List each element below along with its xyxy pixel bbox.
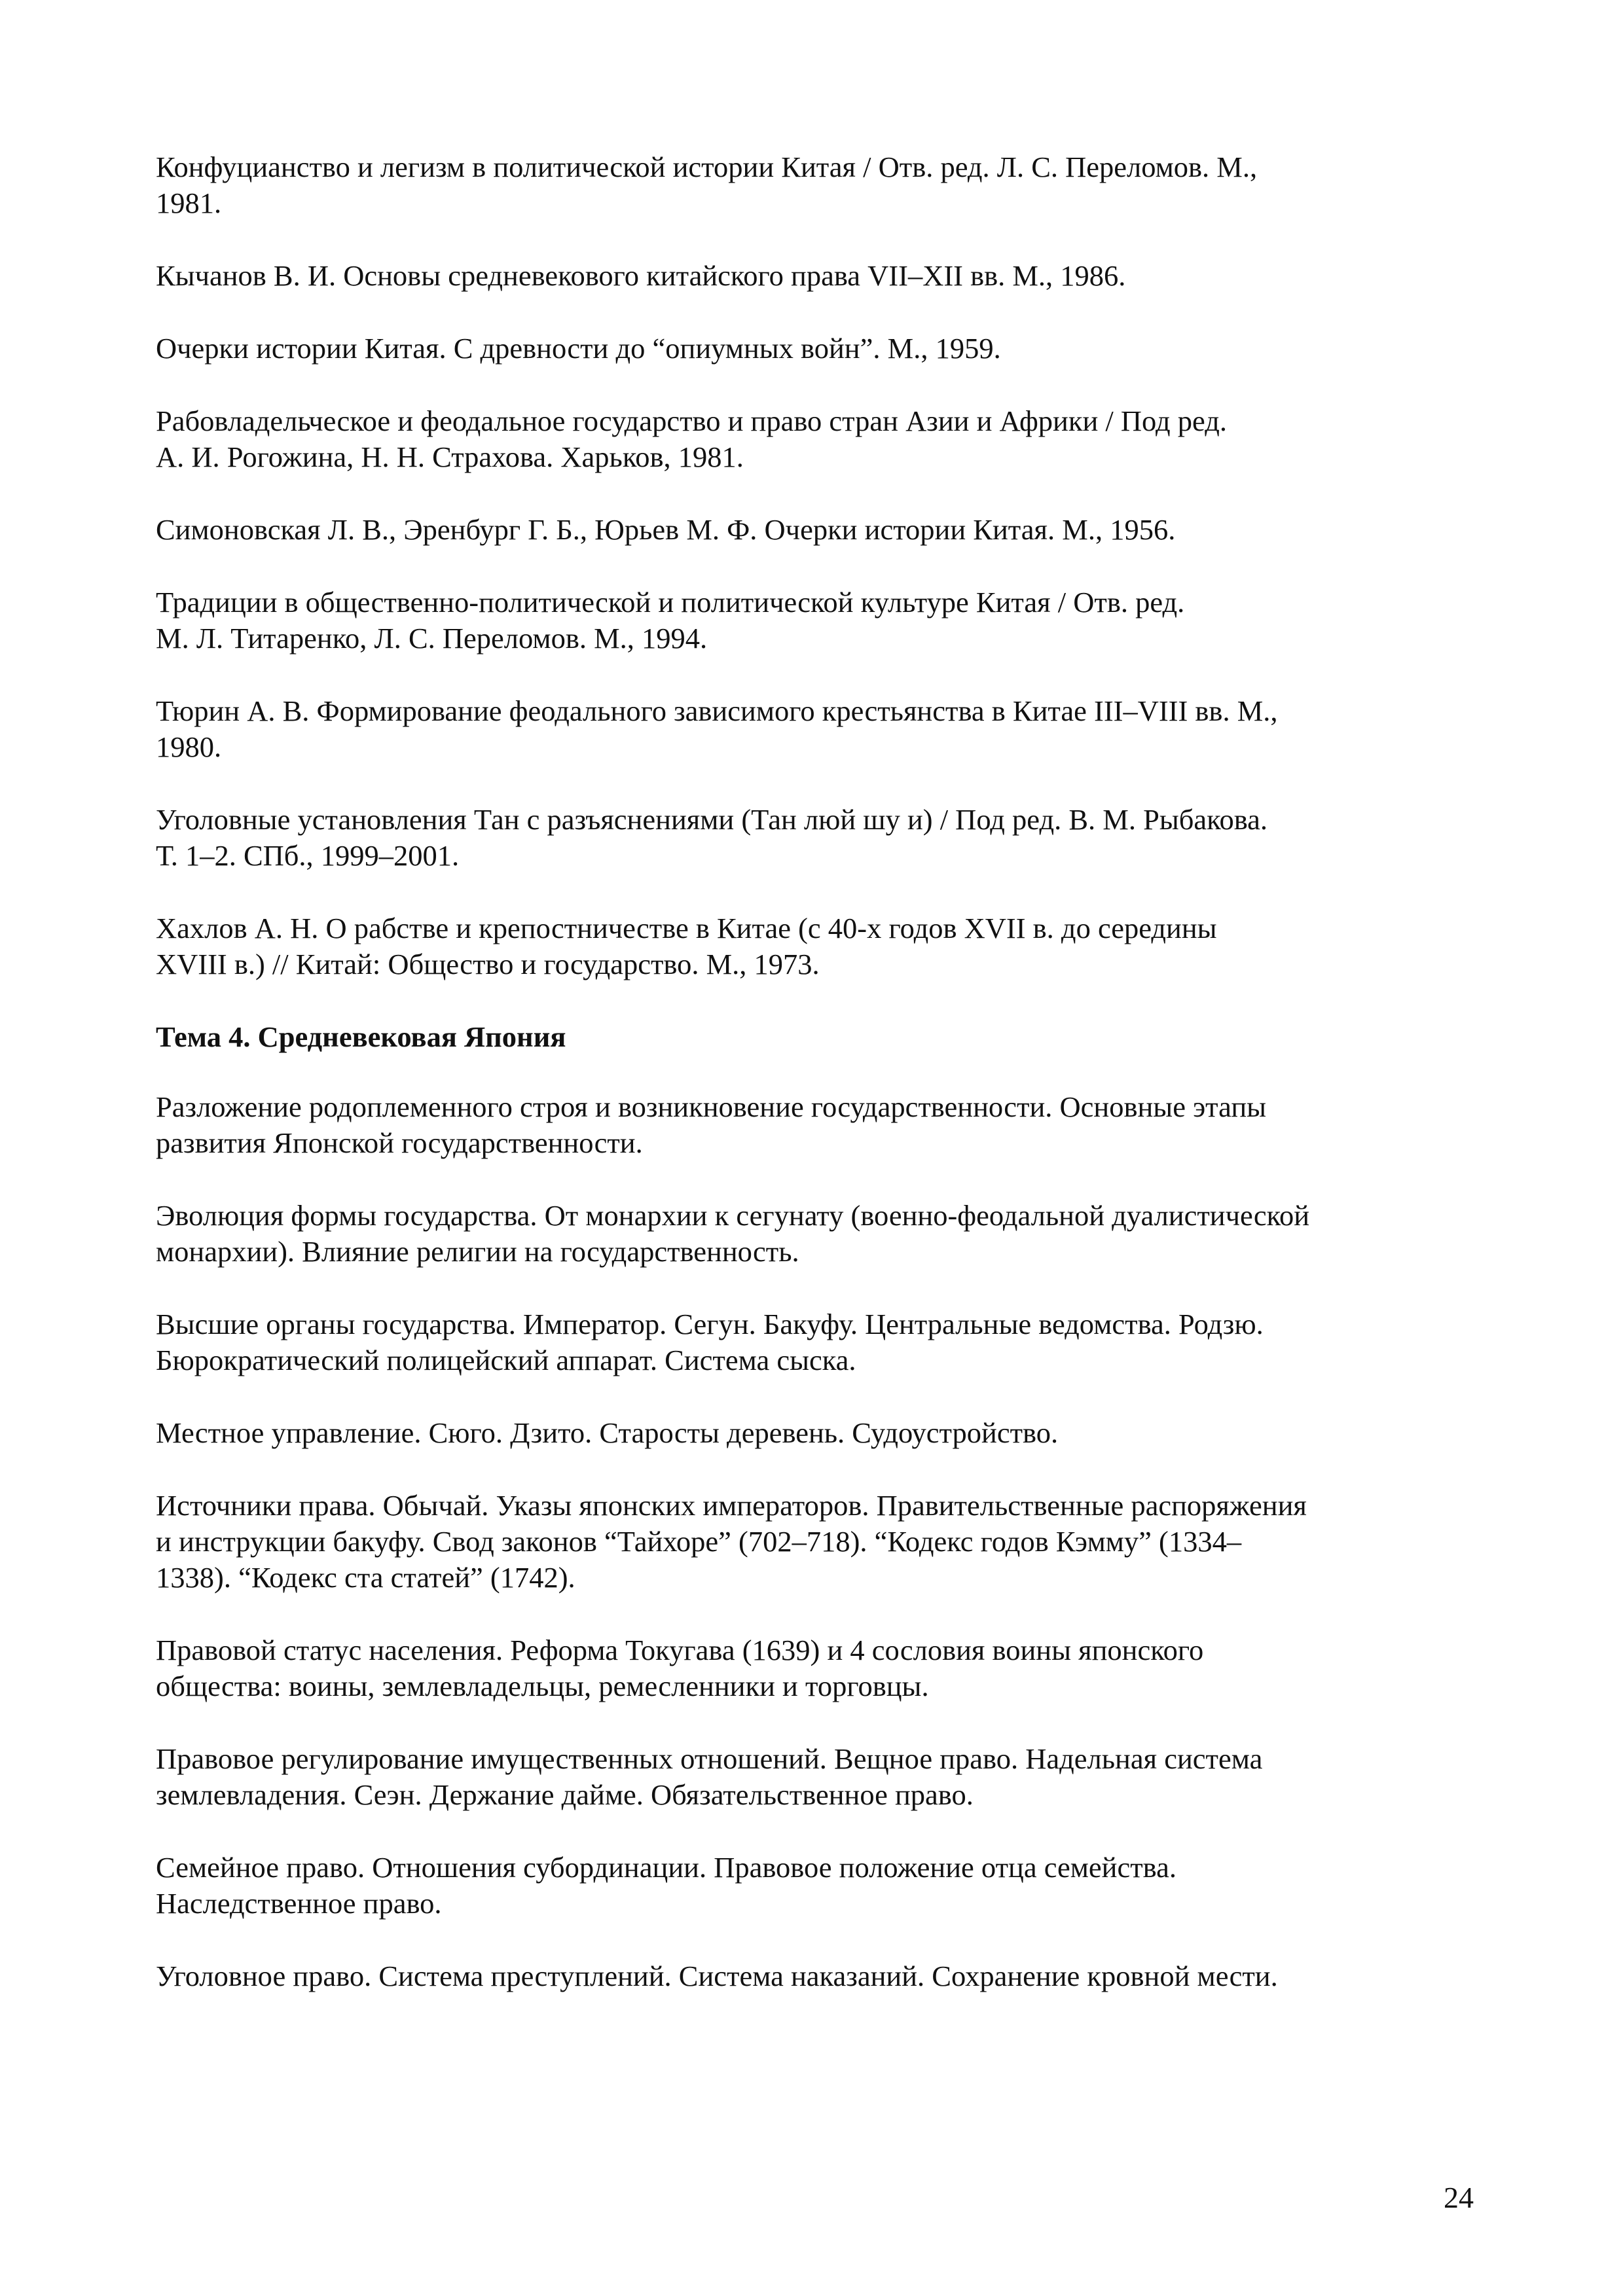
bibliography-entry: Рабовладельческое и феодальное государство и право стран Азии и Африки / Под ред. А. И. Рогожина, Н. Н. Страхова. Харьков, 1981. — [156, 404, 1227, 473]
bibliography-entry: Симоновская Л. В., Эренбург Г. Б., Юрьев М. Ф. Очерки истории Китая. М., 1956. — [156, 513, 1176, 546]
bibliography-entry: Хахлов А. Н. О рабстве и крепостничестве в Китае (с 40-х годов XVII в. до середины XVIII в.) // Китай: Общество и государство. М., 1973. — [156, 912, 1217, 980]
section-paragraph: Высшие органы государства. Император. Сегун. Бакуфу. Центральные ведомства. Родзю. Бюрократический полицейский аппарат. Система сыска. — [156, 1308, 1264, 1376]
section-heading: Тема 4. Средневековая Япония — [156, 1020, 566, 1053]
section-paragraph: Уголовное право. Система преступлений. Система наказаний. Сохранение кровной мести. — [156, 1960, 1278, 1992]
section-paragraph: Источники права. Обычай. Указы японских императоров. Правительственные распоряжения и инструкции бакуфу. Свод законов “Тайхоре” (702–718). “Кодекс годов Кэмму” (1334– 1338). “Кодекс ста статей” (1742). — [156, 1489, 1307, 1594]
section-paragraph: Правовое регулирование имущественных отношений. Вещное право. Надельная система землевладения. Сеэн. Держание дайме. Обязательственное право. — [156, 1742, 1263, 1811]
bibliography-entry: Конфуцианство и легизм в политической истории Китая / Отв. ред. Л. С. Переломов. М., 1981. — [156, 151, 1258, 219]
bibliography-entry: Уголовные установления Тан с разъяснениями (Тан люй шу и) / Под ред. В. М. Рыбакова. Т. 1–2. СПб., 1999–2001. — [156, 803, 1268, 872]
bibliography-entry: Тюрин А. В. Формирование феодального зависимого крестьянства в Китае III–VIII вв. М., 1980. — [156, 694, 1278, 763]
section-paragraph: Местное управление. Сюго. Дзито. Старосты деревень. Судоустройство. — [156, 1416, 1059, 1449]
bibliography-entry: Традиции в общественно-политической и политической культуре Китая / Отв. ред. М. Л. Титаренко, Л. С. Переломов. М., 1994. — [156, 586, 1185, 655]
bibliography-entry: Кычанов В. И. Основы средневекового китайского права VII–XII вв. М., 1986. — [156, 259, 1126, 292]
document-page — [156, 149, 1472, 2031]
section-paragraph: Разложение родоплеменного строя и возникновение государственности. Основные этапы развития Японской государственности. — [156, 1090, 1267, 1159]
page-number: 24 — [1444, 2181, 1474, 2214]
section-paragraph: Эволюция формы государства. От монархии к сегунату (военно-феодальной дуалистической монархии). Влияние религии на государственность. — [156, 1199, 1310, 1268]
section-paragraph: Правовой статус населения. Реформа Токугава (1639) и 4 сословия воины японского общества: воины, землевладельцы, ремесленники и торговцы. — [156, 1634, 1204, 1702]
section-paragraph: Семейное право. Отношения субординации. Правовое положение отца семейства. Наследственное право. — [156, 1851, 1176, 1920]
bibliography-entry: Очерки истории Китая. С древности до “опиумных войн”. М., 1959. — [156, 332, 1001, 365]
